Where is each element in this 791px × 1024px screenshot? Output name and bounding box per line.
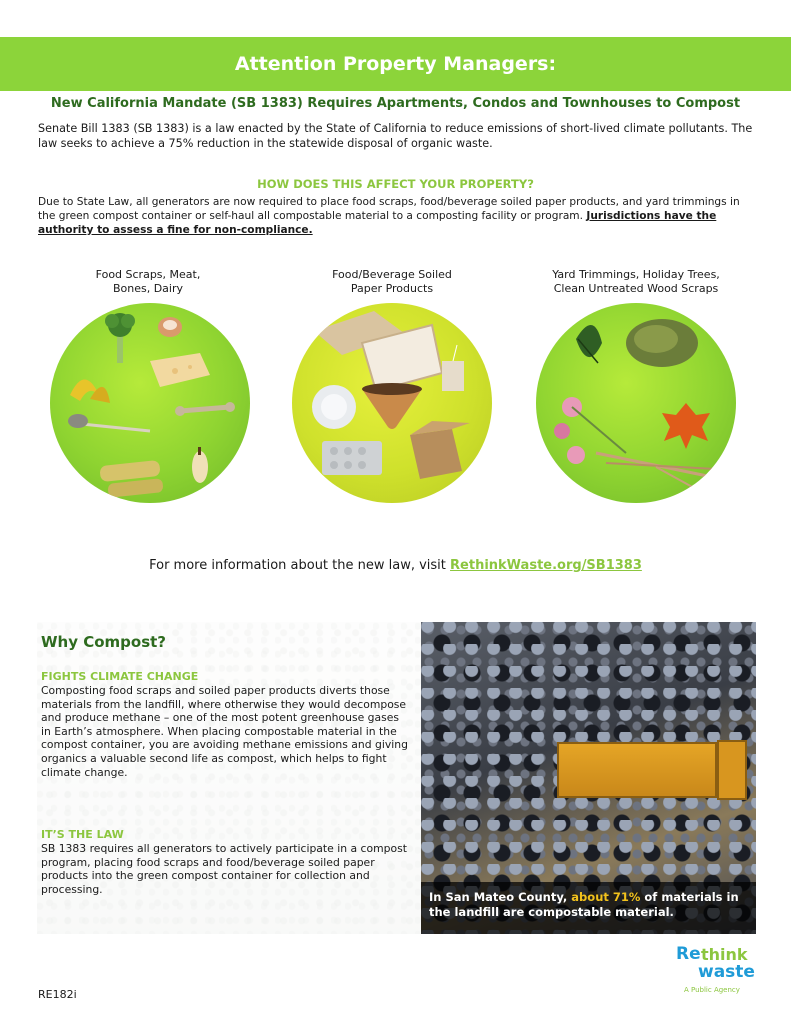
soiled-paper-circle: [292, 303, 492, 503]
paper-plate-icon: [312, 385, 356, 429]
leaf-icon: [576, 325, 602, 363]
tea-bag-icon: [442, 345, 464, 391]
takeout-box-icon: [410, 421, 470, 479]
category-label-line: Clean Untreated Wood Scraps: [553, 282, 719, 295]
chicken-bone-icon: [175, 402, 235, 416]
maple-leaf-icon: [662, 403, 710, 449]
fish-bones-icon: [68, 414, 150, 431]
caption-text: In San Mateo County,: [429, 890, 572, 904]
logo-agency: A Public Agency: [684, 986, 740, 994]
grass-clippings-icon: [626, 319, 698, 367]
rethinkwaste-logo: [676, 944, 756, 994]
intro-paragraph: Senate Bill 1383 (SB 1383) is a law enacted by the State of California to reduce emissions of short-lived climate pollutants. The law seeks to achieve a 75% reduction in the statewide disposal of organic waste.: [38, 122, 753, 150]
law-heading: IT’S THE LAW: [41, 828, 124, 841]
page-title: Attention Property Managers:: [234, 53, 557, 75]
category-label-line: Food/Beverage Soiled: [332, 268, 452, 281]
category-label-line: Food Scraps, Meat,: [95, 268, 201, 281]
branches-icon: [596, 453, 722, 489]
logo-waste: waste: [698, 962, 755, 982]
law-compost-text: SB 1383 requires all generators to actively participate in a compost program, placing food scraps and food/beverage soiled paper products into the green compost container for collection and processing.: [41, 842, 407, 896]
food-scraps-illustration: [50, 303, 250, 503]
apple-core-icon: [192, 447, 208, 483]
logo-think: think: [701, 945, 748, 964]
eggshell-icon: [158, 317, 182, 337]
photo-caption: [421, 882, 756, 934]
law-text: Due to State Law, all generators are now required to place food scraps, food/beverage soiled paper products, and yard trimmings in the green compost container or self-haul all compostable material to a composting facility or program.: [38, 196, 740, 222]
category-food-scraps: [38, 268, 258, 296]
soiled-paper-illustration: [292, 303, 492, 503]
food-scraps-circle: [50, 303, 250, 503]
more-info: [0, 558, 791, 573]
truck-cab: [717, 740, 747, 800]
subtitle: New California Mandate (SB 1383) Requires Apartments, Condos and Townhouses to Compost: [50, 96, 741, 111]
law-paragraph: [38, 195, 758, 237]
corn-cob-icon: [99, 460, 163, 498]
landfill-photo: [421, 622, 756, 934]
document-code: RE182i: [38, 988, 77, 1001]
sb1383-link[interactable]: RethinkWaste.org/SB1383: [450, 558, 642, 573]
why-compost-panel: [37, 622, 421, 934]
egg-carton-icon: [322, 441, 382, 475]
yard-trimmings-illustration: [536, 303, 736, 503]
caption-highlight: about 71%: [571, 890, 641, 904]
logo-re: Re: [676, 944, 701, 964]
header-banner: [0, 37, 791, 91]
climate-text: Composting food scraps and soiled paper products diverts those materials from the landfill, where otherwise they would decompose and produce methane – one of the most potent greenhouse gases in Earth’s atmosphere. When placing compostable material in the compost container, you are avoiding methane emissions and giving organics a valuable second life as compost, which helps to fight climate change.: [41, 684, 408, 779]
category-soiled-paper: [282, 268, 502, 296]
truck-icon: [557, 742, 717, 798]
category-label-line: Bones, Dairy: [112, 282, 184, 295]
category-label-line: Paper Products: [350, 282, 434, 295]
climate-heading: FIGHTS CLIMATE CHANGE: [41, 670, 199, 683]
category-label-line: Yard Trimmings, Holiday Trees,: [552, 268, 720, 281]
caption-text-end: of materials in the landfill are compostable material.: [429, 890, 739, 919]
pizza-box-icon: [314, 311, 442, 391]
flowers-icon: [554, 397, 626, 464]
law-fine-text: Jurisdictions have the authority to assess a fine for non-compliance.: [38, 210, 717, 236]
coffee-filter-icon: [362, 383, 422, 429]
banana-peel-icon: [70, 379, 110, 403]
more-info-text: For more information about the new law, visit: [149, 558, 451, 573]
yard-trimmings-circle: [536, 303, 736, 503]
cheese-icon: [150, 353, 210, 387]
section-question: HOW DOES THIS AFFECT YOUR PROPERTY?: [257, 177, 534, 191]
category-yard-trimmings: [526, 268, 746, 296]
broccoli-icon: [105, 313, 135, 363]
why-compost-heading: Why Compost?: [41, 633, 167, 651]
